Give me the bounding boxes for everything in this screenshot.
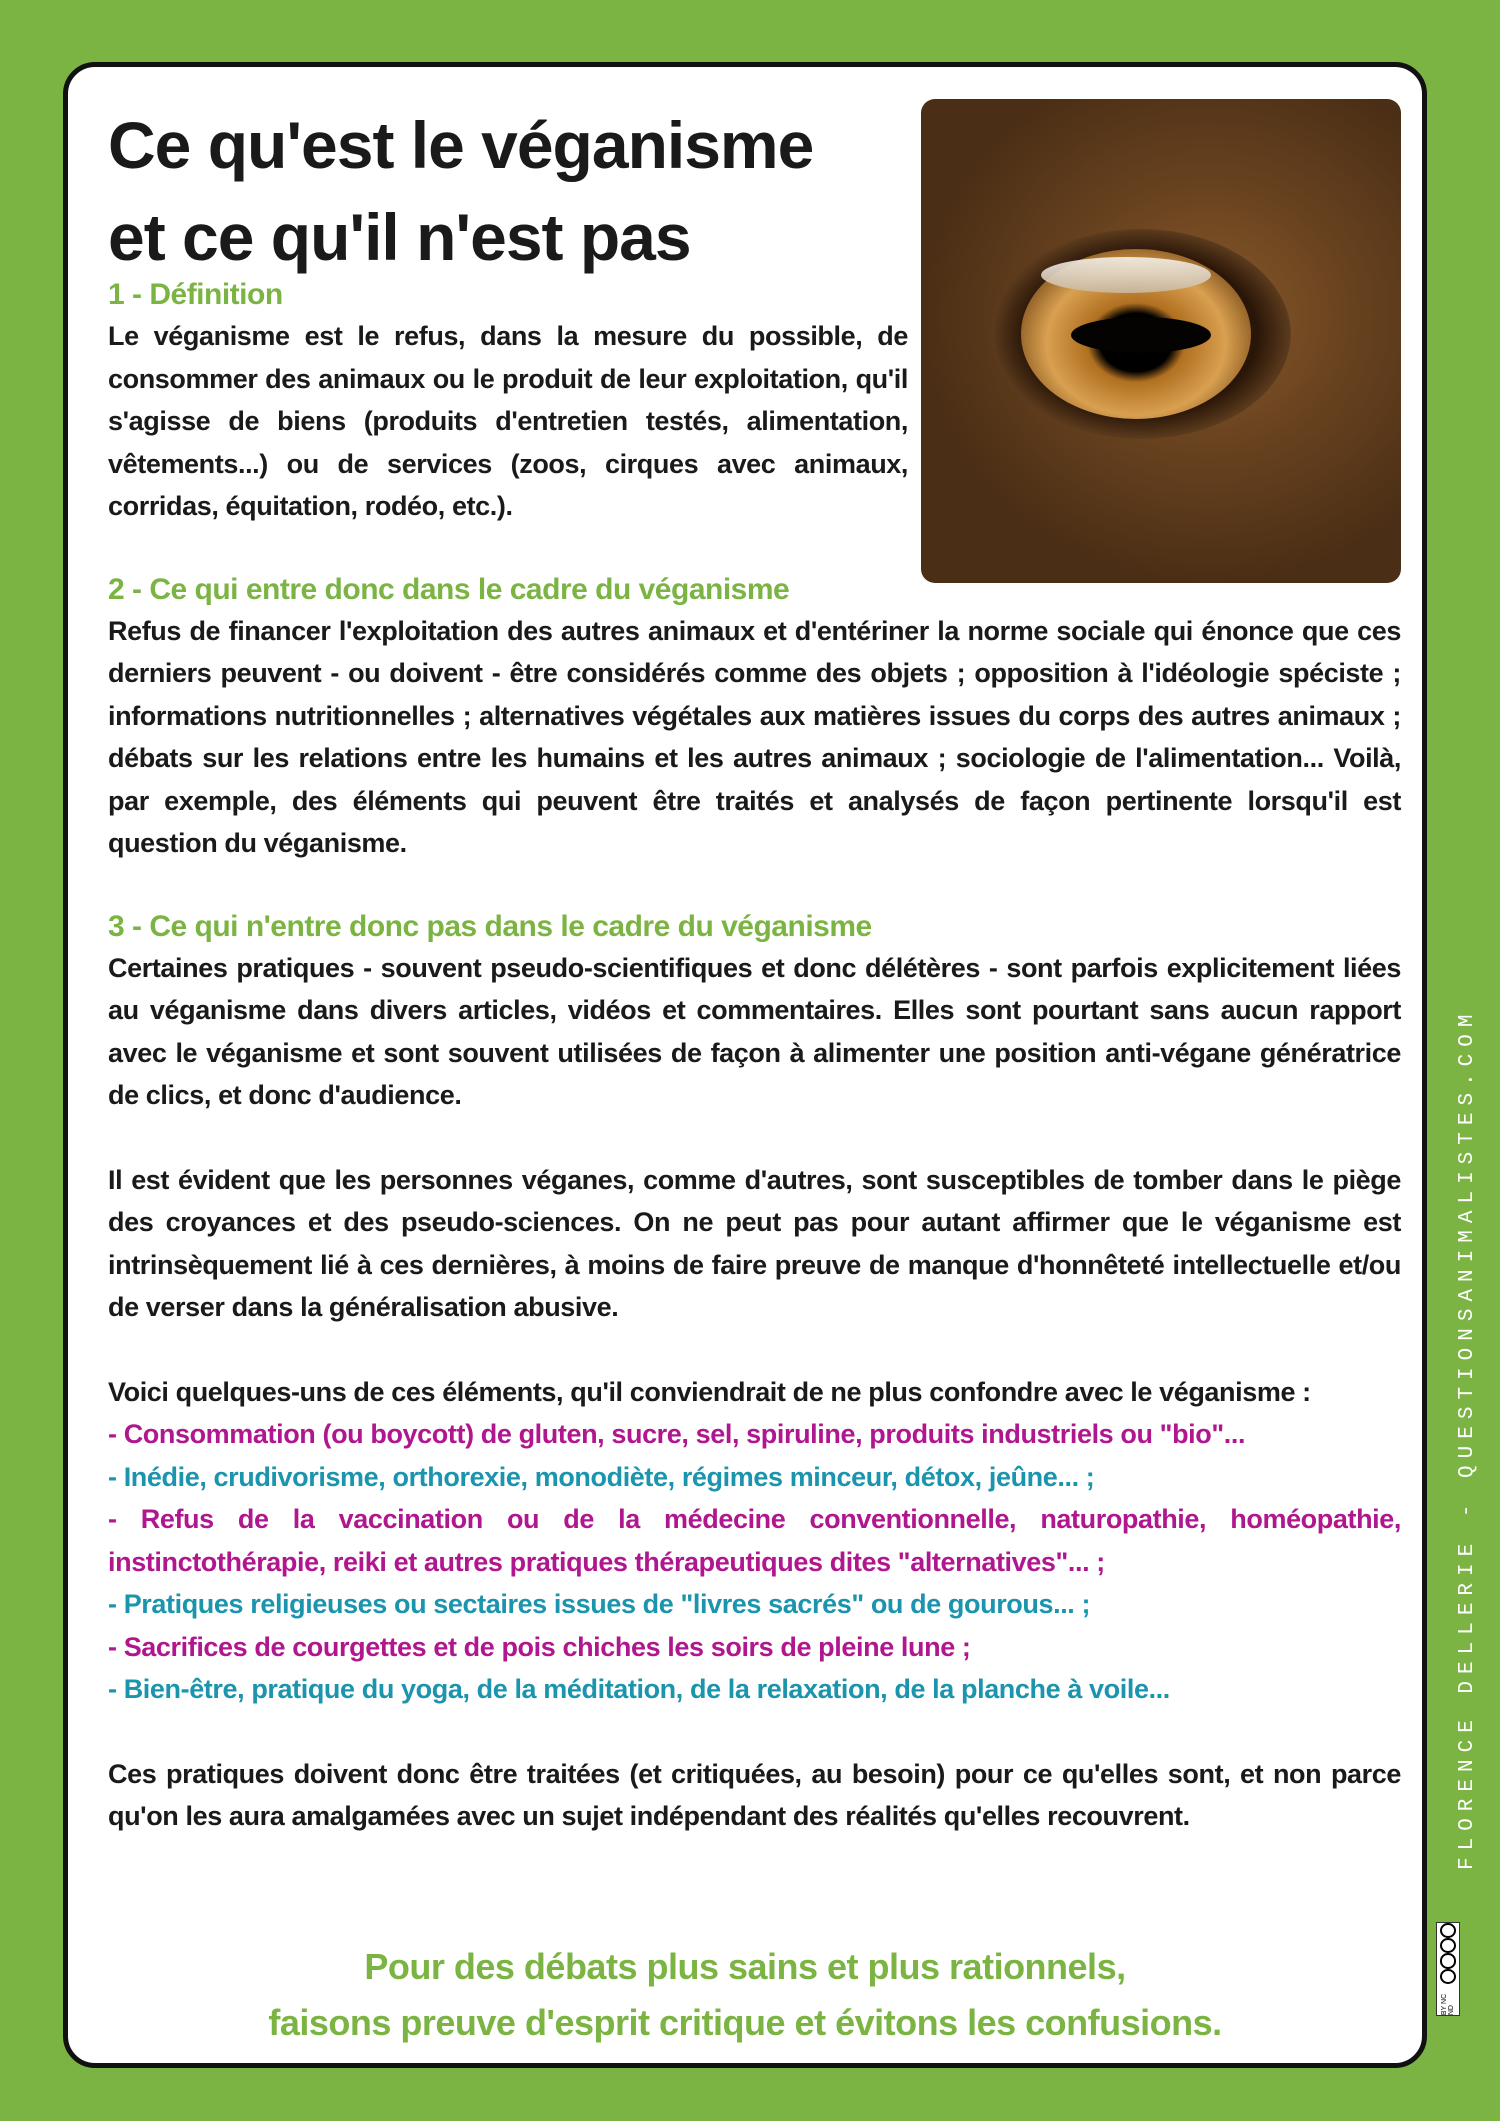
section-heading-excluded: 3 - Ce qui n'entre donc pas dans le cadre du véganisme bbox=[108, 909, 872, 943]
title-line: et ce qu'il n'est pas bbox=[108, 200, 691, 274]
section-heading-definition: 1 - Définition bbox=[108, 278, 283, 311]
license-label: BY NC ND bbox=[1441, 1993, 1455, 2016]
nc-icon bbox=[1440, 1953, 1456, 1968]
list-item: - Refus de la vaccination ou de la médecine conventionnelle, naturopathie, homéopathie, instinctothérapie, reiki et autres pratiques thérapeutiques dites "alternatives"... ; bbox=[108, 1504, 1401, 1577]
closing-line: Pour des débats plus sains et plus rationnels, bbox=[364, 1946, 1126, 1987]
list-item: - Inédie, crudivorisme, orthorexie, monodiète, régimes minceur, détox, jeûne... ; bbox=[108, 1461, 1095, 1492]
closing-slogan bbox=[68, 1939, 1422, 2051]
included-text: Refus de financer l'exploitation des autres animaux et d'entériner la norme sociale qui énonce que ces derniers peuvent - ou doivent - être considérés comme des objets ; opposition à l'idéologie spéciste ; informations nutritionnelles ; alternatives végétales aux matières issues du corps des autres animaux ; débats sur les relations entre les humains et les autres animaux ; sociologie de l'alimentation... Voilà, par exemple, des éléments qui peuvent être traités et analysés de façon pertinente lorsqu'il est question du véganisme. bbox=[108, 615, 1401, 858]
nd-icon bbox=[1440, 1969, 1456, 1984]
list-item: - Bien-être, pratique du yoga, de la méditation, de la relaxation, de la planche à voile... bbox=[108, 1674, 1170, 1704]
list-item: - Pratiques religieuses ou sectaires issues de "livres sacrés" ou de gourous... ; bbox=[108, 1589, 1091, 1619]
poster-title bbox=[108, 99, 813, 283]
creative-commons-badge bbox=[1436, 1922, 1460, 2016]
poster-card bbox=[63, 62, 1427, 2068]
definition-text: Le véganisme est le refus, dans la mesure du possible, de consommer des animaux ou le produit de leur exploitation, qu'il s'agisse de biens (produits d'entretien testés, alimentation, vêtements...) ou de services (zoos, cirques avec animaux, corridas, équitation, rodéo, etc.). bbox=[108, 321, 908, 521]
list-intro: Voici quelques-uns de ces éléments, qu'il conviendrait de ne plus confondre avec le véganisme : bbox=[108, 1376, 1311, 1407]
excluded-paragraph-2: Il est évident que les personnes véganes, comme d'autres, sont susceptibles de tomber dans le piège des croyances et des pseudo-sciences. On ne peut pas pour autant affirmer que le véganisme est intrinsèquement lié à ces dernières, à moins de faire preuve de manque d'honnêteté intellectuelle et/ou de verser dans la généralisation abusive. bbox=[108, 1164, 1401, 1322]
conclusion-text: Ces pratiques doivent donc être traitées (et critiquées, au besoin) pour ce qu'elles sont, et non parce qu'on les aura amalgamées avec un sujet indépendant des réalités qu'elles recouvrent. bbox=[108, 1758, 1401, 1831]
list-item: - Sacrifices de courgettes et de pois chiches les soirs de pleine lune ; bbox=[108, 1631, 971, 1662]
list-item: - Consommation (ou boycott) de gluten, sucre, sel, spiruline, produits industriels ou "bio"... bbox=[108, 1419, 1246, 1449]
cc-icon bbox=[1440, 1923, 1456, 1938]
closing-line: faisons preuve d'esprit critique et évitons les confusions. bbox=[268, 2002, 1222, 2043]
side-credit: FLORENCE DELLERIE - QUESTIONSANIMALISTES.COM bbox=[1456, 1007, 1479, 1870]
title-line: Ce qu'est le véganisme bbox=[108, 108, 814, 182]
section-heading-included: 2 - Ce qui entre donc dans le cadre du véganisme bbox=[108, 572, 790, 606]
poster-content bbox=[108, 275, 1401, 1838]
by-icon bbox=[1440, 1938, 1456, 1953]
excluded-text: Certaines pratiques - souvent pseudo-scientifiques et donc délétères - sont parfois explicitement liées au véganisme dans divers articles, vidéos et commentaires. Elles sont pourtant sans aucun rapport avec le véganisme et sont souvent utilisées de façon à alimenter une position anti-végane génératrice de clics, et donc d'audience. bbox=[108, 952, 1401, 1110]
